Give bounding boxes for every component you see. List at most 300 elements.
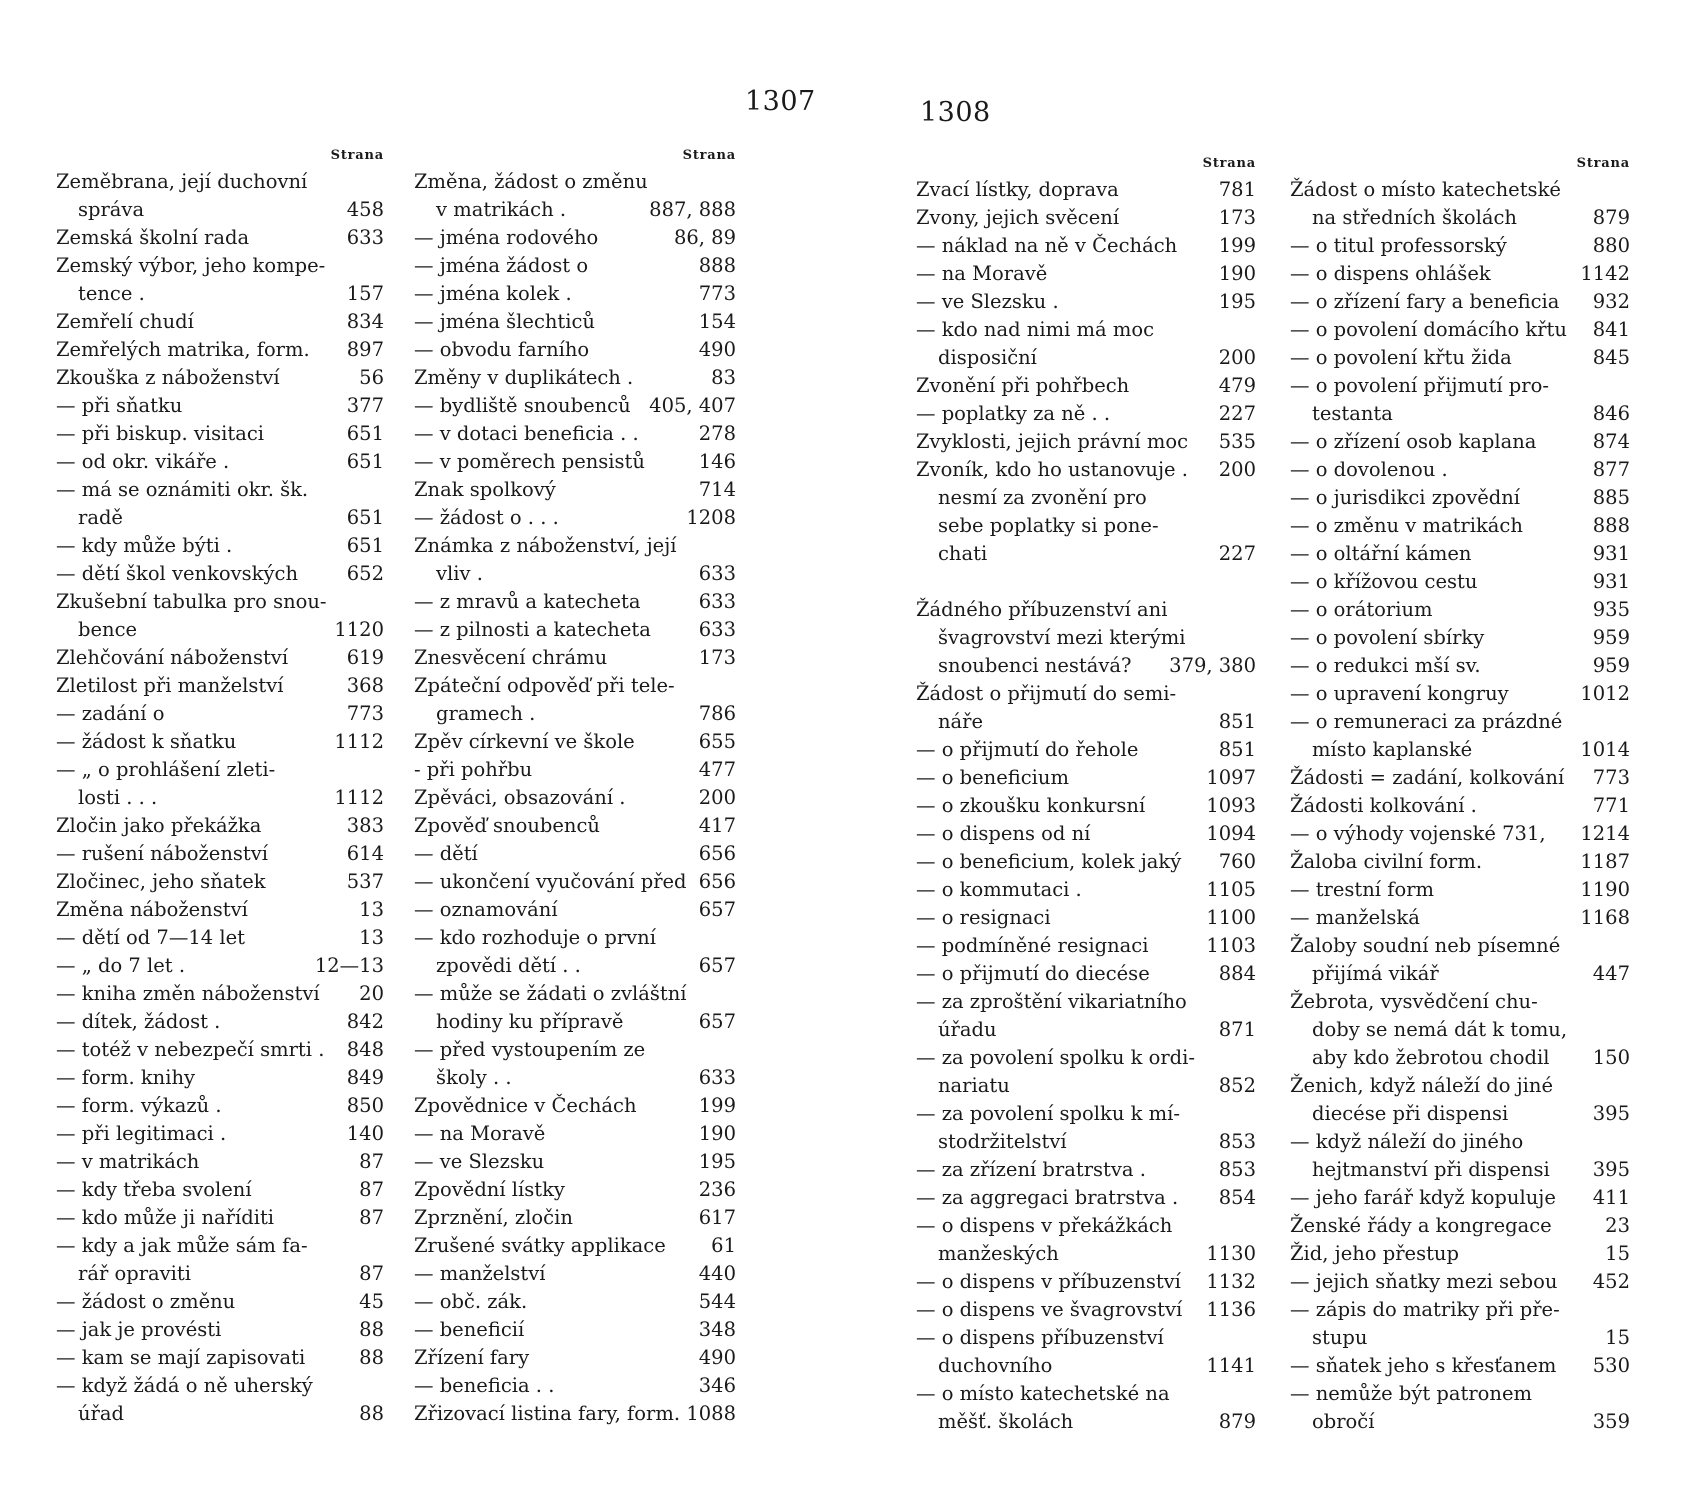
entry-term: — zápis do matriky při pře- (1290, 1298, 1560, 1321)
index-entry (1290, 848, 1630, 876)
index-column (916, 156, 1256, 1436)
entry-term: manžeských (938, 1242, 1059, 1265)
index-entry (916, 372, 1256, 400)
entry-term: měšť. školách (938, 1410, 1074, 1433)
entry-term: Žádného příbuzenství ani (916, 598, 1168, 621)
index-entry (414, 1316, 736, 1344)
entry-page-ref: 959 (1589, 624, 1630, 652)
index-entry (414, 812, 736, 840)
entry-page-ref: 842 (343, 1008, 384, 1036)
index-entry (56, 644, 384, 672)
entry-page-ref: 1132 (1202, 1268, 1256, 1296)
entry-term: sebe poplatky si pone- (938, 514, 1159, 537)
entry-term: — před vystoupením ze (414, 1038, 646, 1061)
entry-term: — může se žádati o zvláštní (414, 982, 687, 1005)
entry-term: — jména žádost o (414, 254, 589, 277)
entry-term: aby kdo žebrotou chodil (1312, 1046, 1550, 1069)
index-entry (916, 1072, 1256, 1100)
index-entry (1290, 260, 1630, 288)
entry-page-ref: 195 (695, 1148, 736, 1176)
entry-page-ref: 633 (695, 616, 736, 644)
index-entry (916, 596, 1256, 624)
index-entry-list (414, 168, 736, 1428)
index-entry (56, 756, 384, 784)
entry-term: testanta (1312, 402, 1393, 425)
entry-term: — kdo může ji naříditi (56, 1206, 275, 1229)
entry-term: — kniha změn náboženství (56, 982, 320, 1005)
entry-term: Žebrota, vysvědčení chu- (1290, 990, 1538, 1013)
entry-page-ref: 773 (343, 700, 384, 728)
entry-term: Zločin jako překážka (56, 814, 262, 837)
index-entry (916, 288, 1256, 316)
entry-page-ref: 278 (695, 420, 736, 448)
entry-term: — o dispens v příbuzenství (916, 1270, 1181, 1293)
entry-term: úřad (78, 1402, 124, 1425)
entry-page-ref: 931 (1589, 568, 1630, 596)
entry-term: — o orátorium (1290, 598, 1433, 621)
index-entry (414, 1120, 736, 1148)
entry-term: — při biskup. visitaci (56, 422, 265, 445)
index-entry (414, 1092, 736, 1120)
entry-term: — obč. zák. (414, 1290, 528, 1313)
index-entry (1290, 932, 1630, 960)
entry-page-ref: 173 (1215, 204, 1256, 232)
index-entry (414, 924, 736, 952)
entry-term: — ukončení vyučování před (414, 870, 687, 893)
entry-page-ref: 834 (343, 308, 384, 336)
index-entry (1290, 792, 1630, 820)
index-entry (56, 1092, 384, 1120)
entry-term: — o resignaci (916, 906, 1051, 929)
entry-term: — kdy třeba svolení (56, 1178, 252, 1201)
index-entry (414, 1008, 736, 1036)
index-entry (414, 1148, 736, 1176)
entry-page-ref: 1136 (1202, 1296, 1256, 1324)
index-entry (56, 392, 384, 420)
entry-page-ref: 959 (1589, 652, 1630, 680)
entry-term: — o beneficium (916, 766, 1069, 789)
page-number: 1307 (745, 86, 816, 117)
index-entry (1290, 484, 1630, 512)
entry-page-ref: 1093 (1202, 792, 1256, 820)
entry-term: místo kaplanské (1312, 738, 1473, 761)
entry-term: — při legitimaci . (56, 1122, 227, 1145)
entry-term: — od okr. vikáře . (56, 450, 230, 473)
entry-term: Zlehčování náboženství (56, 646, 289, 669)
entry-page-ref: 1105 (1202, 876, 1256, 904)
index-entry (1290, 1380, 1630, 1408)
entry-page-ref: 657 (695, 952, 736, 980)
index-entry (916, 680, 1256, 708)
entry-term: Změny v duplikátech . (414, 366, 634, 389)
entry-term: — o dispens ohlášek (1290, 262, 1491, 285)
entry-term: — rušení náboženství (56, 842, 268, 865)
entry-term: — o křížovou cestu (1290, 570, 1478, 593)
column-header: Strana (330, 148, 384, 163)
entry-term: Zemřelí chudí (56, 310, 194, 333)
index-entry (414, 420, 736, 448)
index-entry (916, 204, 1256, 232)
entry-page-ref: 1088 (682, 1400, 736, 1428)
index-entry (916, 540, 1256, 568)
index-entry (56, 1008, 384, 1036)
index-entry (414, 532, 736, 560)
entry-term: správa (78, 198, 145, 221)
index-entry (414, 252, 736, 280)
entry-term: — totéž v nebezpečí smrti . (56, 1038, 325, 1061)
index-entry (916, 736, 1256, 764)
index-entry (56, 252, 384, 280)
entry-term: — kdo nad nimi má moc (916, 318, 1154, 341)
index-entry (56, 588, 384, 616)
entry-term: školy . . (436, 1066, 512, 1089)
entry-term: — sňatek jeho s křesťanem (1290, 1354, 1557, 1377)
index-entry (916, 1128, 1256, 1156)
entry-term: — „ do 7 let . (56, 954, 186, 977)
entry-term: — dětí (414, 842, 478, 865)
entry-page-ref: 12—13 (311, 952, 384, 980)
index-entry (414, 1400, 736, 1428)
entry-page-ref: 1187 (1576, 848, 1630, 876)
entry-page-ref: 771 (1589, 792, 1630, 820)
entry-page-ref: 368 (343, 672, 384, 700)
entry-term: — jména rodového (414, 226, 599, 249)
index-entry (916, 1240, 1256, 1268)
entry-page-ref: 884 (1215, 960, 1256, 988)
entry-term: — jejich sňatky mezi sebou (1290, 1270, 1558, 1293)
entry-term: — za aggregaci bratrstva . (916, 1186, 1179, 1209)
entry-page-ref: 150 (1589, 1044, 1630, 1072)
index-entry (916, 960, 1256, 988)
entry-term: Zpěv církevní ve škole (414, 730, 635, 753)
index-entry (1290, 988, 1630, 1016)
entry-term: Zločinec, jeho sňatek (56, 870, 266, 893)
entry-page-ref: 786 (695, 700, 736, 728)
entry-term: — form. výkazů . (56, 1094, 222, 1117)
index-entry (916, 316, 1256, 344)
entry-term: — form. knihy (56, 1066, 196, 1089)
index-entry (1290, 232, 1630, 260)
index-entry (56, 1036, 384, 1064)
entry-page-ref: 877 (1589, 456, 1630, 484)
index-entry (916, 1408, 1256, 1436)
entry-page-ref: 411 (1589, 1184, 1630, 1212)
entry-term: Zvony, jejich svěcení (916, 206, 1120, 229)
entry-term: — ve Slezsku . (916, 290, 1059, 313)
index-entry (916, 176, 1256, 204)
entry-term: Žádosti kolkování . (1290, 794, 1477, 817)
entry-term: náře (938, 710, 984, 733)
entry-page-ref: 395 (1589, 1156, 1630, 1184)
entry-page-ref: 1141 (1202, 1352, 1256, 1380)
entry-term: Známka z náboženství, její (414, 534, 677, 557)
entry-page-ref: 1112 (330, 728, 384, 756)
entry-term: na středních školách (1312, 206, 1517, 229)
entry-term: — jména kolek . (414, 282, 572, 305)
entry-page-ref: 377 (343, 392, 384, 420)
index-entry (916, 1296, 1256, 1324)
entry-term: — o změnu v matrikách (1290, 514, 1523, 537)
index-entry (916, 1268, 1256, 1296)
entry-page-ref: 1214 (1576, 820, 1630, 848)
entry-page-ref: 405, 407 (645, 392, 736, 420)
entry-page-ref: 23 (1601, 1212, 1630, 1240)
index-entry (414, 1260, 736, 1288)
entry-page-ref: 851 (1215, 708, 1256, 736)
entry-term: v matrikách . (436, 198, 567, 221)
index-entry (56, 420, 384, 448)
entry-term: — o titul professorský (1290, 234, 1507, 257)
entry-term: — jména šlechticů (414, 310, 595, 333)
entry-page-ref: 714 (695, 476, 736, 504)
entry-term: Zletilost při manželství (56, 674, 284, 697)
entry-page-ref: 849 (343, 1064, 384, 1092)
entry-page-ref: 45 (355, 1288, 384, 1316)
entry-term: — má se oznámiti okr. šk. (56, 478, 309, 501)
index-entry (916, 1044, 1256, 1072)
entry-page-ref: 87 (355, 1176, 384, 1204)
index-entry (414, 980, 736, 1008)
index-entry (56, 448, 384, 476)
index-entry (1290, 568, 1630, 596)
entry-term: — náklad na ně v Čechách (916, 234, 1178, 257)
entry-page-ref: 614 (343, 840, 384, 868)
index-entry (414, 1036, 736, 1064)
index-entry (56, 672, 384, 700)
entry-term: — o dovolenou . (1290, 458, 1448, 481)
index-entry (414, 308, 736, 336)
index-entry (1290, 400, 1630, 428)
index-entry (56, 784, 384, 812)
entry-term: gramech . (436, 702, 536, 725)
entry-page-ref: 846 (1589, 400, 1630, 428)
entry-page-ref: 458 (343, 196, 384, 224)
entry-term: — o místo katechetské na (916, 1382, 1170, 1405)
index-entry (916, 260, 1256, 288)
entry-term: Zkouška z náboženství (56, 366, 280, 389)
section-gap (916, 568, 1256, 596)
entry-page-ref: 651 (343, 420, 384, 448)
entry-page-ref: 845 (1589, 344, 1630, 372)
entry-page-ref: 88 (355, 1344, 384, 1372)
index-entry (1290, 288, 1630, 316)
index-entry (916, 232, 1256, 260)
entry-term: — o kommutaci . (916, 878, 1082, 901)
entry-page-ref: 617 (695, 1204, 736, 1232)
entry-term: doby se nemá dát k tomu, (1312, 1018, 1568, 1041)
entry-term: přijímá vikář (1312, 962, 1439, 985)
entry-page-ref: 490 (695, 1344, 736, 1372)
entry-term: zpovědi dětí . . (436, 954, 581, 977)
entry-term: — jeho farář když kopuluje (1290, 1186, 1556, 1209)
entry-page-ref: 56 (355, 364, 384, 392)
entry-page-ref: 633 (695, 588, 736, 616)
entry-page-ref: 931 (1589, 540, 1630, 568)
entry-page-ref: 13 (355, 896, 384, 924)
entry-term: duchovního (938, 1354, 1053, 1377)
index-entry (414, 868, 736, 896)
entry-page-ref: 1120 (330, 616, 384, 644)
entry-page-ref: 83 (707, 364, 736, 392)
index-entry (414, 336, 736, 364)
entry-term: — o redukci mší sv. (1290, 654, 1481, 677)
entry-page-ref: 633 (695, 1064, 736, 1092)
index-entry (1290, 1016, 1630, 1044)
index-entry (56, 308, 384, 336)
index-entry (916, 708, 1256, 736)
index-entry (916, 1156, 1256, 1184)
entry-term: — o dispens v překážkách (916, 1214, 1173, 1237)
entry-page-ref: 440 (695, 1260, 736, 1288)
index-entry (1290, 1268, 1630, 1296)
index-column (1290, 156, 1630, 1436)
entry-term: — o výhody vojenské 731, (1290, 822, 1546, 845)
index-entry (414, 952, 736, 980)
index-entry (1290, 428, 1630, 456)
index-entry (56, 896, 384, 924)
entry-term: — o zkoušku konkursní (916, 794, 1146, 817)
index-column (56, 148, 384, 1428)
entry-term: Zpovědnice v Čechách (414, 1094, 637, 1117)
index-entry (1290, 1296, 1630, 1324)
entry-page-ref: 853 (1215, 1128, 1256, 1156)
entry-page-ref: 888 (695, 252, 736, 280)
entry-page-ref: 1012 (1576, 680, 1630, 708)
entry-page-ref: 200 (1215, 456, 1256, 484)
entry-term: — v poměrech pensistů (414, 450, 645, 473)
index-entry (56, 1204, 384, 1232)
entry-term: — manželství (414, 1262, 546, 1285)
entry-page-ref: 1094 (1202, 820, 1256, 848)
entry-page-ref: 157 (343, 280, 384, 308)
entry-term: — ve Slezsku (414, 1150, 545, 1173)
index-entry (56, 924, 384, 952)
entry-term: — nemůže být patronem (1290, 1382, 1532, 1405)
entry-page-ref: 154 (695, 308, 736, 336)
index-entry (916, 428, 1256, 456)
entry-page-ref: 1014 (1576, 736, 1630, 764)
entry-term: — o zřízení fary a beneficia (1290, 290, 1560, 313)
index-entry (414, 728, 736, 756)
entry-page-ref: 530 (1589, 1352, 1630, 1380)
index-entry (414, 1288, 736, 1316)
index-entry (1290, 1128, 1630, 1156)
entry-term: — za zproštění vikariatního (916, 990, 1187, 1013)
entry-page-ref: 773 (1589, 764, 1630, 792)
entry-term: — o dispens příbuzenství (916, 1326, 1164, 1349)
index-entry-list (56, 168, 384, 1428)
entry-page-ref: 87 (355, 1260, 384, 1288)
entry-term: — žádost o změnu (56, 1290, 236, 1313)
entry-page-ref: 879 (1589, 204, 1630, 232)
entry-term: Změna náboženství (56, 898, 248, 921)
entry-page-ref: 537 (343, 868, 384, 896)
entry-page-ref: 15 (1601, 1240, 1630, 1268)
index-entry (414, 560, 736, 588)
index-entry (414, 588, 736, 616)
entry-term: Znak spolkový (414, 478, 556, 501)
entry-page-ref: 15 (1601, 1324, 1630, 1352)
index-entry (56, 952, 384, 980)
entry-term: Zvoník, kdo ho ustanovuje . (916, 458, 1188, 481)
entry-term: stupu (1312, 1326, 1368, 1349)
index-entry (1290, 736, 1630, 764)
index-entry (1290, 512, 1630, 540)
index-entry (916, 652, 1256, 680)
entry-page-ref: 146 (695, 448, 736, 476)
entry-term: — poplatky za ně . . (916, 402, 1111, 425)
index-entry (414, 1064, 736, 1092)
index-entry (1290, 204, 1630, 232)
index-entry (414, 616, 736, 644)
entry-page-ref: 850 (343, 1092, 384, 1120)
entry-term: Ženich, když náleží do jiné (1290, 1074, 1554, 1097)
entry-page-ref: 633 (343, 224, 384, 252)
entry-page-ref: 346 (695, 1372, 736, 1400)
entry-term: — kam se mají zapisovati (56, 1346, 306, 1369)
index-entry (916, 512, 1256, 540)
entry-page-ref: 656 (695, 840, 736, 868)
index-entry (414, 280, 736, 308)
entry-page-ref: 760 (1215, 848, 1256, 876)
index-entry (916, 344, 1256, 372)
entry-term: Zpovědní lístky (414, 1178, 565, 1201)
entry-page-ref: 651 (343, 532, 384, 560)
entry-term: — když žádá o ně uherský (56, 1374, 313, 1397)
index-entry (414, 504, 736, 532)
entry-term: — na Moravě (414, 1122, 546, 1145)
index-entry (1290, 1044, 1630, 1072)
index-entry (1290, 540, 1630, 568)
entry-term: Zvací lístky, doprava (916, 178, 1119, 201)
entry-term: Zrušené svátky applikace (414, 1234, 666, 1257)
index-entry (916, 792, 1256, 820)
entry-page-ref: 190 (1215, 260, 1256, 288)
entry-term: — v matrikách (56, 1150, 200, 1173)
entry-term: — o povolení sbírky (1290, 626, 1485, 649)
entry-page-ref: 417 (695, 812, 736, 840)
entry-term: vliv . (436, 562, 483, 585)
index-entry (414, 840, 736, 868)
entry-page-ref: 383 (343, 812, 384, 840)
entry-term: — dítek, žádost . (56, 1010, 221, 1033)
index-entry (56, 728, 384, 756)
entry-term: hodiny ku přípravě (436, 1010, 624, 1033)
entry-term: — o oltářní kámen (1290, 542, 1472, 565)
entry-term: — za povolení spolku k ordi- (916, 1046, 1195, 1069)
index-entry (916, 1380, 1256, 1408)
entry-term: — dětí od 7—14 let (56, 926, 245, 949)
entry-page-ref: 61 (707, 1232, 736, 1260)
index-entry (56, 336, 384, 364)
index-entry (1290, 1184, 1630, 1212)
index-entry (56, 1372, 384, 1400)
entry-page-ref: 86, 89 (670, 224, 736, 252)
index-entry (916, 1184, 1256, 1212)
index-entry (414, 756, 736, 784)
index-entry (56, 196, 384, 224)
index-entry (56, 1120, 384, 1148)
entry-term: Zřizovací listina fary, form. (414, 1402, 681, 1425)
page-number: 1308 (920, 97, 991, 128)
entry-page-ref: 1142 (1576, 260, 1630, 288)
entry-term: — podmíněné resignaci (916, 934, 1149, 957)
entry-term: Žádosti = zadání, kolkování (1290, 766, 1565, 789)
index-entry (1290, 372, 1630, 400)
entry-term: — o dispens od ní (916, 822, 1091, 845)
index-entry (916, 484, 1256, 512)
entry-term: Zvonění při pohřbech (916, 374, 1130, 397)
